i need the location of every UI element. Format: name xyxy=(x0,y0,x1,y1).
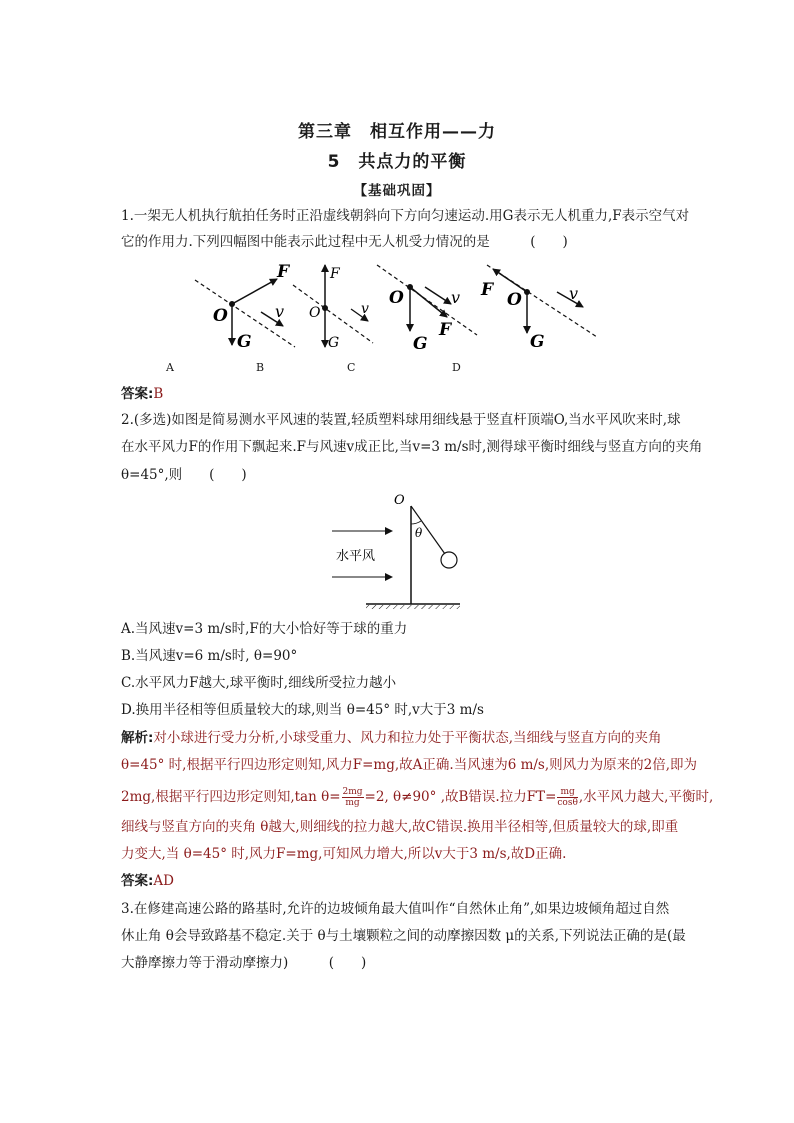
figure-label-a: A xyxy=(166,361,174,374)
svg-text:F: F xyxy=(439,320,452,340)
label-o: O xyxy=(394,493,405,508)
ground-hatch xyxy=(366,605,460,609)
section-title: 5 共点力的平衡 xyxy=(327,152,467,172)
q2-text-line-2: 在水平风力F的作用下飘起来.F与风速v成正比,当v=3 m/s时,测得球平衡时细线与竖直方向的夹角 xyxy=(121,439,703,455)
q3-text-line-1: 3.在修建高速公路的路基时,允许的边坡倾角最大值叫作“自然休止角”,如果边坡倾角超过自然 xyxy=(121,901,670,917)
figure-label-c: C xyxy=(347,361,356,374)
figure-d xyxy=(480,265,597,352)
q2-option-a: A.当风速v=3 m/s时,F的大小恰好等于球的重力 xyxy=(121,621,408,637)
q2-wind-device-figure xyxy=(330,488,470,610)
fraction-mg-over-cos: $\frac{mg}{\cos\theta}$ xyxy=(557,787,578,808)
wind-label: 水平风 xyxy=(336,549,376,564)
svg-text:F: F xyxy=(481,280,494,300)
figure-c xyxy=(377,265,477,354)
svg-text:G: G xyxy=(413,334,428,354)
q1-text-line-1: 1.一架无人机执行航拍任务时正沿虚线朝斜向下方向匀速运动.用G表示无人机重力,F表示空气对 xyxy=(121,208,690,224)
label-g: G xyxy=(237,332,252,352)
q3-text-line-2: 休止角 θ会导致路基不稳定.关于 θ与土壤颗粒之间的动摩擦因数 μ的关系,下列说法正确的是(最 xyxy=(121,928,686,944)
svg-text:v: v xyxy=(361,301,369,317)
q1-text-line-2: 它的作用力.下列四幅图中能表示此过程中无人机受力情况的是 ( ) xyxy=(121,234,568,250)
chapter-title: 第三章 相互作用——力 xyxy=(298,122,496,142)
q1-figures xyxy=(185,255,625,360)
svg-text:O: O xyxy=(309,305,321,321)
figure-label-d: D xyxy=(452,361,461,374)
svg-text:O: O xyxy=(389,288,404,308)
q1-answer xyxy=(121,385,163,403)
force-f-arrow xyxy=(232,279,277,304)
figure-a xyxy=(195,262,295,352)
q3-text-line-3: 大静摩擦力等于滑动摩擦力) ( ) xyxy=(121,955,367,971)
svg-text:F: F xyxy=(330,266,340,282)
label-theta: θ xyxy=(415,526,423,540)
q2-option-d: D.换用半径相等但质量较大的球,则当 θ=45° 时,v大于3 m/s xyxy=(121,702,484,718)
answer-value: AD xyxy=(153,873,174,889)
figure-b xyxy=(293,265,373,351)
svg-text:O: O xyxy=(507,290,522,310)
q2-analysis-line-3: 2mg,根据平行四边形定则知,tan θ= $\frac{2mg}{mg}$ =2, θ≠90° ,故B错误.拉力FT= $\frac{mg}{\cos\theta}$ ,水平风力越大,平衡时, xyxy=(121,787,714,808)
label-f: F xyxy=(277,262,290,282)
q2-text-line-3: θ=45°,则 ( ) xyxy=(121,467,247,483)
q2-analysis-line-1: 解析:对小球进行受力分析,小球受重力、风力和拉力处于平衡状态,当细线与竖直方向的夹角 xyxy=(121,730,662,746)
label-o: O xyxy=(213,306,228,326)
q2-text-line-1: 2.(多选)如图是简易测水平风速的装置,轻质塑料球用细线悬于竖直杆顶端O,当水平风吹来时,球 xyxy=(121,412,681,428)
answer-value: B xyxy=(153,386,164,402)
q2-option-c: C.水平风力F越大,球平衡时,细线所受拉力越小 xyxy=(121,675,397,691)
fraction-2mg-over-mg: $\frac{2mg}{mg}$ xyxy=(342,787,363,808)
q2-option-b: B.当风速v=6 m/s时, θ=90° xyxy=(121,648,298,664)
q2-analysis-line-4: 细线与竖直方向的夹角 θ越大,则细线的拉力越大,故C错误.换用半径相等,但质量较大的球,即重 xyxy=(121,819,679,835)
svg-text:v: v xyxy=(451,288,461,307)
ball xyxy=(441,552,457,568)
subsection-title: 【基础巩固】 xyxy=(353,183,441,199)
svg-text:G: G xyxy=(328,335,340,351)
label-v: v xyxy=(275,302,285,321)
answer-label: 答案: xyxy=(121,386,154,402)
q2-analysis-line-5: 力变大,当 θ=45° 时,风力F=mg,可知风力增大,所以v大于3 m/s,故D正确. xyxy=(121,846,567,862)
answer-label: 答案: xyxy=(121,873,154,889)
svg-text:v: v xyxy=(569,284,579,303)
svg-text:G: G xyxy=(530,332,545,352)
figure-label-b: B xyxy=(256,361,265,374)
q2-answer xyxy=(121,872,174,890)
analysis-label: 解析: xyxy=(121,730,154,746)
q2-analysis-line-2: θ=45° 时,根据平行四边形定则知,风力F=mg,故A正确.当风速为6 m/s,则风力为原来的2倍,即为 xyxy=(121,757,698,773)
